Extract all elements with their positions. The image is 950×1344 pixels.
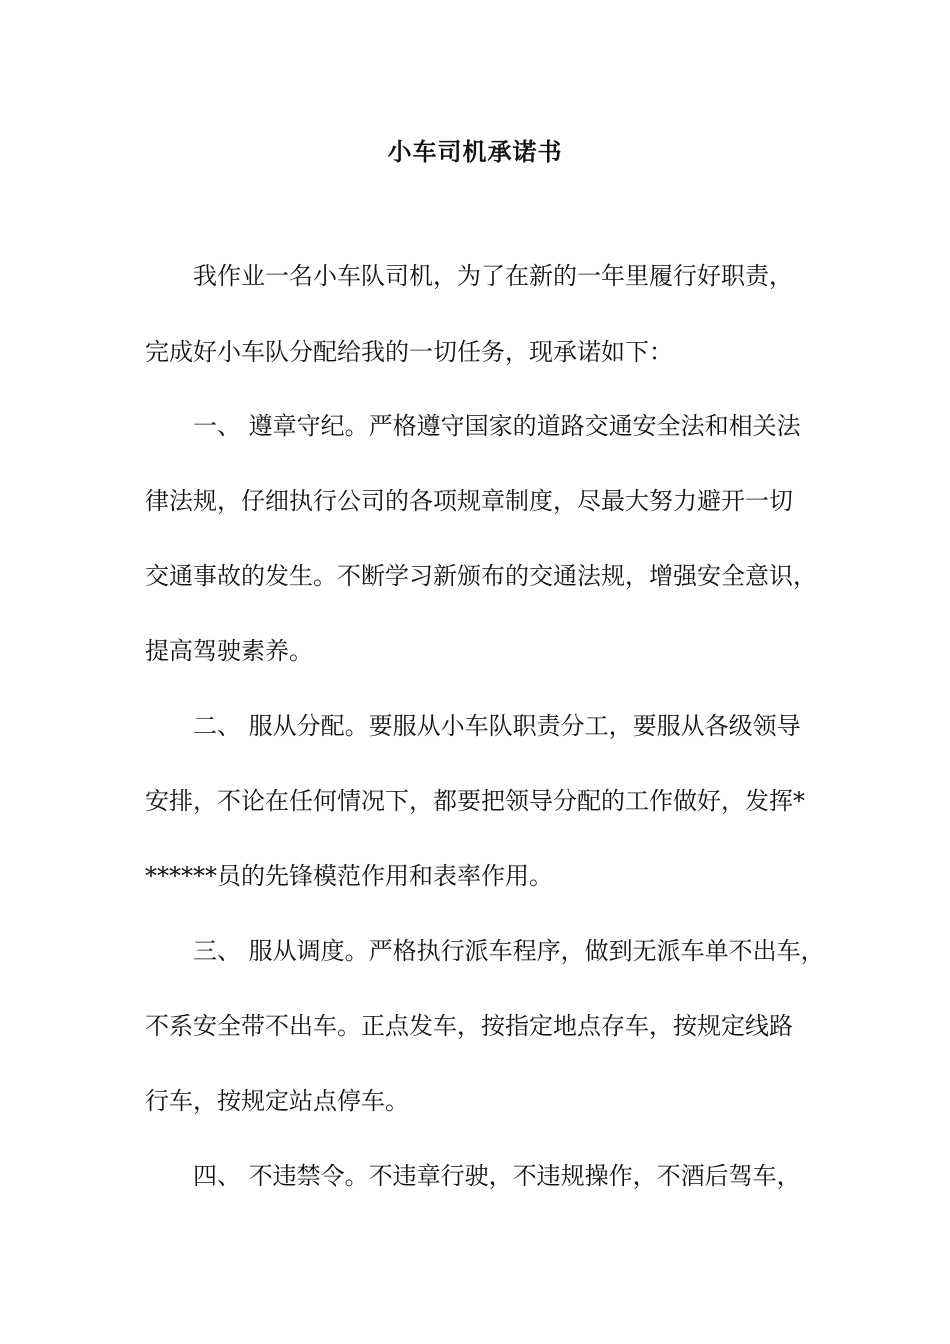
paragraph-line: 安排，不论在任何情况下，都要把领导分配的工作做好，发挥* [145,787,805,815]
paragraph-line: 四、 不违禁令。不违章行驶，不违规操作，不酒后驾车， [193,1162,801,1190]
paragraph-line: ******员的先锋模范作用和表率作用。 [145,862,553,890]
paragraph-line: 一、 遵章守纪。严格遵守国家的道路交通安全法和相关法 [193,412,801,440]
paragraph-line: 二、 服从分配。要服从小车队职责分工，要服从各级领导 [193,712,801,740]
paragraph-line: 行车，按规定站点停车。 [145,1087,409,1115]
paragraph-line: 三、 服从调度。严格执行派车程序，做到无派车单不出车， [193,937,825,965]
paragraph-line: 不系安全带不出车。正点发车，按指定地点存车，按规定线路 [145,1012,793,1040]
paragraph-line: 交通事故的发生。不断学习新颁布的交通法规，增强安全意识， [145,562,817,590]
document-title: 小车司机承诺书 [387,137,563,166]
paragraph-line: 提高驾驶素养。 [145,637,313,665]
paragraph-line: 完成好小车队分配给我的一切任务，现承诺如下： [145,338,673,366]
paragraph-line: 律法规，仔细执行公司的各项规章制度，尽最大努力避开一切 [145,487,793,515]
paragraph-line: 我作业一名小车队司机，为了在新的一年里履行好职责， [193,262,793,290]
